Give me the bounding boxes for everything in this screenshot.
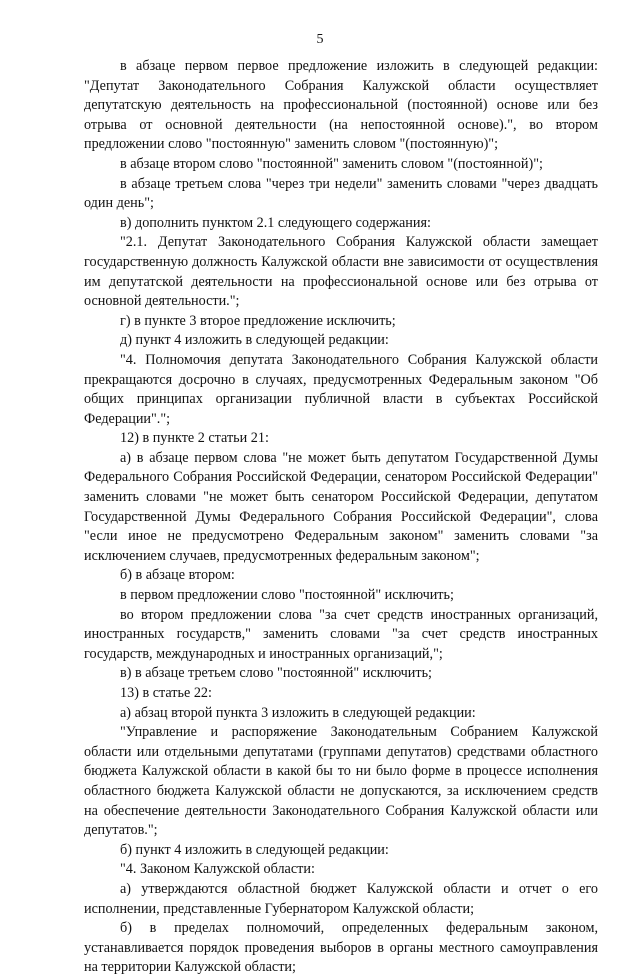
paragraph: в) дополнить пунктом 2.1 следующего содержания: <box>120 214 431 231</box>
paragraph: в) в абзаце третьем слово "постоянной" исключить; <box>120 665 432 682</box>
paragraph: б) в абзаце втором: <box>120 567 235 584</box>
paragraph: б) в пределах полномочий, определенных федеральным законом, устанавливается порядок проведения выборов в органы местного самоуправления на территории Калужской области; <box>84 920 598 976</box>
paragraph: 13) в статье 22: <box>120 685 212 701</box>
paragraph: во втором предложении слова "за счет средств иностранных организаций, иностранных государств," заменить словами "за счет средств иностранных государств, международных и иностранных организаций,"; <box>84 606 598 662</box>
paragraph: б) пункт 4 изложить в следующей редакции: <box>120 841 389 858</box>
paragraph: г) в пункте 3 второе предложение исключить; <box>120 312 396 329</box>
paragraph: 12) в пункте 2 статьи 21: <box>120 430 269 447</box>
paragraph: в абзаце первом первое предложение изложить в следующей редакции: "Депутат Законодательного Собрания Калужской области осуществляет депутатскую деятельность на профессиональной (постоянной) основе или без отрыва от основной деятельности (на непостоянной основе).", во втором предложении слово "постоянную" заменить словом "(постоянную)"; <box>84 58 598 153</box>
paragraph: а) утверждаются областной бюджет Калужской области и отчет о его исполнении, представленные Губернатором Калужской области; <box>84 880 598 917</box>
paragraph: а) в абзаце первом слова "не может быть депутатом Государственной Думы Федерального Собрания Российской Федерации, сенатором Российской Федерации" заменить словами "не может быть сенатором Российской Федерации, депутатом Государственной Думы Федерального Собрания Российской Федерации", слова "если иное не предусмотрено Федеральным законом" заменить словами "за исключением случаев, предусмотренных федеральным законом"; <box>84 449 598 564</box>
document-body <box>84 57 598 978</box>
paragraph: в абзаце втором слово "постоянной" заменить словом "(постоянной)"; <box>120 155 543 172</box>
paragraph: "4. Законом Калужской области: <box>120 861 315 878</box>
paragraph: "2.1. Депутат Законодательного Собрания Калужской области замещает государственную должность Калужской области вне зависимости от осуществления им депутатской деятельности на профессиональной основе или без отрыва от основной деятельности."; <box>84 234 598 310</box>
paragraph: в первом предложении слово "постоянной" исключить; <box>120 587 454 604</box>
paragraph: д) пункт 4 изложить в следующей редакции: <box>120 332 389 349</box>
page-number: 5 <box>316 32 324 47</box>
paragraph: в абзаце третьем слова "через три недели" заменить словами "через двадцать один день"; <box>84 175 598 212</box>
paragraph: "4. Полномочия депутата Законодательного Собрания Калужской области прекращаются досрочно в случаях, предусмотренных Федеральным законом "Об общих принципах организации публичной власти в субъектах Российской Федерации"."; <box>84 351 598 427</box>
paragraph: "Управление и распоряжение Законодательным Собранием Калужской области или отдельными депутатами (группами депутатов) средствами областного бюджета Калужской области в какой бы то ни было форме в процессе исполнения областного бюджета Калужской области не допускаются, за исключением средств на обеспечение деятельности Законодательного Собрания Калужской области или депутатов."; <box>84 724 598 839</box>
paragraph: а) абзац второй пункта 3 изложить в следующей редакции: <box>120 704 476 721</box>
